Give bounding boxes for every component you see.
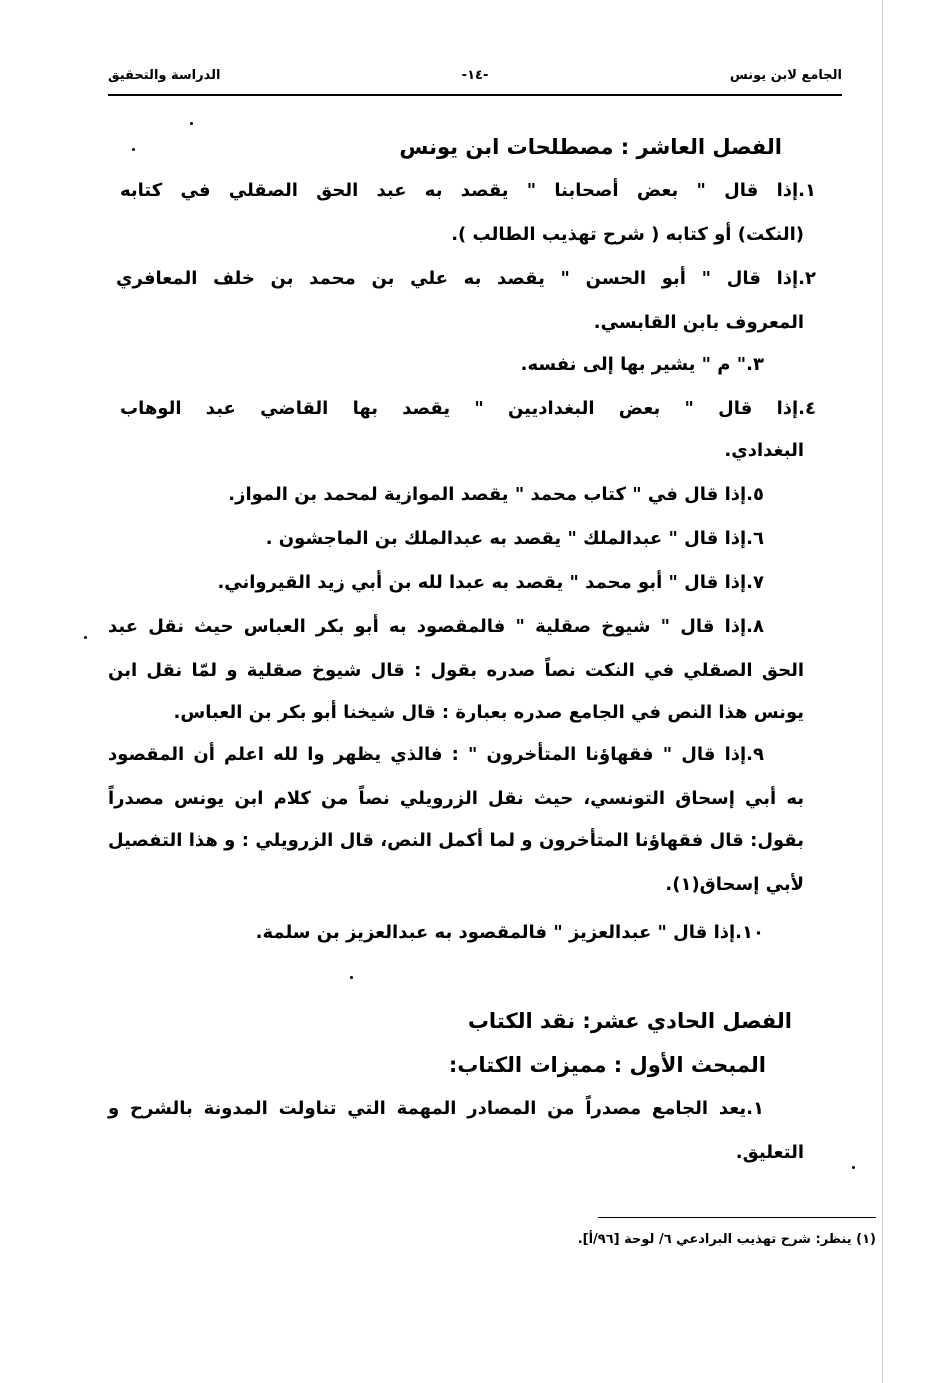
ch10-line-6: ٤.إذا قال " بعض البغداديين " يقصد بها القاضي عبد الوهاب (120, 398, 816, 419)
ch10-line-8: ٥.إذا قال في " كتاب محمد " يقصد الموازية لمحمد بن المواز. (228, 484, 764, 505)
page-number: -١٤- (461, 68, 489, 83)
ch10-line-2: (النكت) أو كتابه ( شرح تهذيب الطالب ). (451, 224, 804, 245)
ch10-line-12: الحق الصقلي في النكت نصاً صدره بقول : قال شيوخ صقلية و لمّا نقل ابن (108, 660, 804, 681)
ch10-line-7: البغدادي. (724, 440, 804, 461)
running-header (108, 68, 842, 94)
ch10-line-4: المعروف بابن القابسي. (593, 312, 804, 333)
ch11-line-1: ١.يعد الجامع مصدراً من المصادر المهمة التي تناولت المدونة بالشرح و (108, 1098, 764, 1119)
scan-speck (350, 976, 353, 979)
ch10-line-15: به أبي إسحاق التونسي، حيث نقل الزرويلي نصاً من كلام ابن يونس مصدراً (108, 788, 804, 809)
footnote-rule (598, 1217, 876, 1218)
ch10-line-17: لأبي إسحاق(١). (665, 874, 804, 895)
header-section-title: الدراسة والتحقيق (108, 68, 221, 83)
ch10-line-13: يونس هذا النص في الجامع صدره بعبارة : قال شيخنا أبو بكر بن العباس. (173, 702, 804, 723)
ch10-line-16: بقول: قال فقهاؤنا المتأخرون و لما أكمل النص، قال الزرويلي : و هذا التفصيل (108, 830, 804, 851)
footnote: (١) ينظر: شرح تهذيب البرادعي ٦/ لوحة [٩٦/أ]. (577, 1232, 876, 1247)
scan-speck (84, 636, 87, 639)
scan-edge-line (882, 0, 883, 1383)
scan-speck (852, 1166, 855, 1169)
header-rule (108, 94, 842, 96)
ch10-line-18: ١٠.إذا قال " عبدالعزيز " فالمقصود به عبدالعزيز بن سلمة. (255, 922, 764, 943)
ch11-line-2: التعليق. (735, 1142, 804, 1163)
chapter-11-title: الفصل الحادي عشر: نقد الكتاب (467, 1009, 792, 1033)
ch10-line-10: ٧.إذا قال " أبو محمد " يقصد به عبدا لله بن أبي زيد القيرواني. (217, 572, 764, 593)
section-1-title: المبحث الأول : مميزات الكتاب: (448, 1053, 766, 1077)
ch10-line-1: ١.إذا قال " بعض أصحابنا " يقصد به عبد الحق الصقلي في كتابه (120, 180, 816, 201)
scan-speck (132, 148, 135, 151)
ch10-line-14: ٩.إذا قال " فقهاؤنا المتأخرون " : فالذي يظهر وا لله اعلم أن المقصود (108, 744, 764, 765)
ch10-line-11: ٨.إذا قال " شيوخ صقلية " فالمقصود به أبو بكر العباس حيث نقل عبد (108, 616, 764, 637)
ch10-line-3: ٢.إذا قال " أبو الحسن " يقصد به علي بن محمد بن خلف المعافري (116, 268, 816, 289)
scan-speck (190, 122, 193, 125)
chapter-10-title: الفصل العاشر : مصطلحات ابن يونس (399, 135, 782, 159)
ch10-line-5: ٣." م " يشير بها إلى نفسه. (520, 354, 764, 375)
ch10-line-9: ٦.إذا قال " عبدالملك " يقصد به عبدالملك بن الماجشون . (265, 528, 764, 549)
header-book-title: الجامع لابن يونس (729, 68, 842, 83)
